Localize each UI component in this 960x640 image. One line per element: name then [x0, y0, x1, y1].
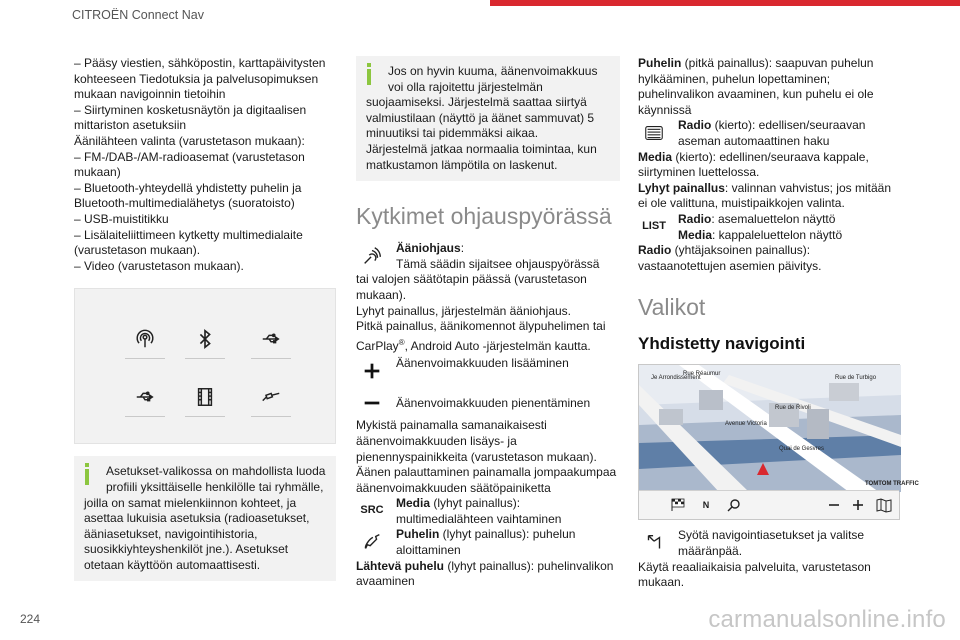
radio-long-line [638, 243, 902, 259]
map-label: Avenue Victoria [725, 421, 767, 428]
note-text-line: Jos on hyvin kuuma, äänenvoimakkuus [388, 64, 598, 78]
note-text-line: suojaamiseksi. Järjestelmä saattaa siirtyä [366, 95, 587, 110]
phone-row [356, 527, 620, 558]
media-rot-line2: siirtyminen luettelossa. [638, 165, 760, 180]
col1-text-line: – Video (varustetason mukaan). [74, 258, 244, 273]
profile-note-text [84, 464, 326, 573]
media-src-row [356, 496, 620, 527]
carplay-text: CarPlay [356, 338, 399, 353]
phone-long-rest: (pitkä painallus): saapuvan puhelun [681, 56, 874, 70]
list-row [638, 212, 902, 243]
note-text-line: profiili yksittäiselle henkilölle tai ryhmälle, [106, 479, 324, 494]
usb-icon [251, 319, 291, 359]
media-rot-label: Media [638, 149, 673, 164]
nav-row [638, 528, 902, 559]
voice-line-3: Lyhyt painallus, järjestelmän ääniohjaus. [356, 303, 572, 318]
col1-text-line: Äänilähteen valinta (varustetason mukaan): [74, 133, 305, 148]
note-text-line: valmiustilaan (näyttö ja äänet sammuvat) 5 [366, 110, 595, 125]
radio-list-label: Radio [678, 211, 712, 226]
phone-label: Puhelin [396, 527, 440, 542]
watermark: carmanualsonline.info [708, 606, 946, 633]
volume-down-label: Äänenvoimakkuuden pienentäminen [396, 396, 591, 411]
video-film-icon [185, 377, 225, 417]
phone-long-line-0: hylkääminen, puhelun lopettaminen; [638, 71, 831, 86]
heat-note-text [366, 64, 610, 173]
note-text-line: minuutiksi tai pidemmäksi aikaa. [366, 126, 539, 141]
map-settings-icon[interactable] [875, 496, 893, 514]
phone-long-line-2: käynnissä [638, 102, 692, 117]
note-text-line: matkustamon lämpötila on laskenut. [366, 157, 558, 172]
nav-line-1: määränpää. [678, 543, 743, 558]
phone-long-line [638, 56, 902, 72]
note-text-line: otetaan käyttöön automaattisesti. [84, 557, 261, 572]
col1-text-line: mittariston asetuksiin [74, 118, 187, 133]
nav-rest-line-0: Käytä reaaliaikaisia palveluita, varustetason [638, 559, 871, 574]
column-1 [74, 56, 336, 581]
radio-rot-rest: (kierto): edellisen/seuraavan [711, 118, 866, 133]
volume-text-block [356, 418, 620, 496]
voice-line-2: mukaan). [356, 287, 407, 302]
map-label: Rue Réaumur [683, 371, 721, 378]
radio-rot-line2: aseman automaattinen haku [678, 133, 830, 148]
navigation-map-screenshot [638, 364, 919, 520]
subtitle-connected-navigation: Yhdistetty navigointi [638, 334, 806, 354]
volume-text-line: äänenvoimakkuuden säätöpainiketta [356, 480, 551, 495]
voice-control-icon [356, 241, 388, 271]
note-text-line: ääniasetukset, navigointihistoria, [84, 526, 258, 541]
note-text-line: asettaa lukuisia asetuksia (radioasetukset, [84, 511, 310, 526]
col1-text-line: – Pääsy viestien, sähköpostin, karttapäivitysten [74, 56, 326, 70]
volume-text-line: äänenvoimakkuuden lisäys- ja [356, 433, 517, 448]
header-accent-bar [490, 0, 960, 6]
col1-text-line: mukaan) [74, 165, 121, 180]
map-label: Rue de Turbigo [835, 375, 877, 382]
tomtom-traffic-logo: TOMTOM TRAFFIC [865, 481, 919, 488]
search-icon[interactable] [725, 496, 743, 514]
radio-long-rest: (yhtäjaksoinen painallus): [671, 243, 811, 258]
volume-up-row [356, 356, 620, 386]
media-list-rest: : kappaleluettelon näyttö [712, 227, 843, 242]
nav-line-0: Syötä navigointiasetukset ja valitse [678, 528, 865, 543]
plus-icon [356, 356, 388, 386]
radio-list-rest: : asemaluettelon näyttö [711, 211, 836, 226]
phone-rest: (lyhyt painallus): puhelun [439, 527, 576, 542]
voice-control-label: Ääniohjaus [396, 241, 461, 256]
section-title-menus: Valikot [638, 294, 706, 321]
short-press-rest: : valinnan vahvistus; jos mitään [724, 180, 891, 195]
note-text-line: joilla on samat mielenkiinnon kohteet, ja [84, 495, 297, 510]
outgoing-call-line [356, 559, 620, 575]
usb-icon [125, 377, 165, 417]
radio-rot-label: Radio [678, 118, 712, 133]
col1-text-line: – Siirtyminen kosketusnäytön ja digitaalisen [74, 102, 307, 117]
registered-mark: ® [398, 337, 405, 347]
outgoing-rest: (lyhyt painallus): puhelinvalikon [444, 558, 614, 573]
col1-text-line: – Bluetooth-yhteydellä yhdistetty puhelin ja [74, 180, 302, 195]
column-3 [638, 56, 919, 591]
page-header-title: CITROËN Connect Nav [72, 8, 204, 22]
note-text-line: Asetukset-valikossa on mahdollista luoda [106, 464, 326, 479]
voice-line-1: tai valojen säätötapin päässä (varustetason [356, 272, 587, 287]
heat-info-note [356, 56, 620, 181]
radio-long-line2: vastaanotettujen asemien päivitys. [638, 258, 822, 273]
flag-icon[interactable] [669, 496, 687, 514]
media-list-label: Media [678, 227, 713, 242]
rotary-row [638, 118, 902, 149]
voice-colon: : [460, 241, 465, 256]
voice-control-row [356, 241, 620, 272]
bluetooth-icon [185, 319, 225, 359]
page-number: 224 [20, 612, 41, 626]
phone-line2: aloittaminen [396, 543, 461, 558]
col1-text-block [74, 56, 336, 274]
section-title-steering-switches: Kytkimet ohjauspyörässä [356, 203, 612, 230]
list-icon: LIST [642, 220, 666, 233]
info-icon [84, 463, 90, 485]
media-rot-line [638, 150, 902, 166]
col1-text-line: (varustetason mukaan). [74, 243, 201, 258]
aux-jack-icon [251, 377, 291, 417]
media-label: Media [396, 496, 431, 511]
volume-text-line: Mykistä painamalla samanaikaisesti [356, 418, 547, 433]
phone-long-line-1: puhelinvalikon avaaminen, kun puhelu ei ole [638, 87, 874, 102]
radio-wifi-icon [125, 319, 165, 359]
carplay-rest: , Android Auto -järjestelmän kautta. [404, 338, 591, 353]
phone-long-label: Puhelin [638, 56, 682, 70]
col1-text-line: – FM-/DAB-/AM-radioasemat (varustetason [74, 149, 305, 164]
volume-down-row [356, 388, 620, 418]
thumbwheel-icon [638, 118, 670, 148]
media-line2: multimedialähteen vaihtaminen [396, 511, 562, 526]
media-rest: (lyhyt painallus): [430, 496, 521, 511]
nav-rest-line-1: mukaan. [638, 575, 685, 590]
note-text-line: suosikkiyhteyshenkilöt jne.). Asetukset [84, 542, 289, 557]
minus-icon [356, 388, 388, 418]
map-label: Rue de Rivoli [775, 405, 811, 412]
carplay-line [356, 335, 620, 355]
zoom-in-icon[interactable] [849, 496, 867, 514]
voice-line-0: Tämä säädin sijaitsee ohjauspyörässä [396, 256, 600, 271]
outgoing-line2: avaaminen [356, 574, 415, 589]
outgoing-label: Lähtevä puhelu [356, 558, 445, 573]
radio-long-label: Radio [638, 243, 672, 258]
col1-text-line: – USB-muistitikku [74, 211, 169, 226]
col1-text-line: – Lisälaiteliittimeen kytketty multimedialaite [74, 227, 303, 242]
map-label: Quai de Gesvres [779, 446, 825, 453]
short-press-line2: ei ole valittuna, muistipaikkojen valinta. [638, 196, 845, 211]
map-toolbar [639, 490, 899, 519]
volume-text-line: Äänen palauttaminen painamalla jompaakumpaa [356, 465, 617, 480]
zoom-out-icon[interactable] [825, 496, 843, 514]
column-2 [356, 56, 620, 590]
note-text-line: voi olla rajoitettu järjestelmän [388, 79, 543, 94]
profile-info-note [74, 456, 336, 581]
volume-up-label: Äänenvoimakkuuden lisääminen [396, 356, 569, 371]
col1-text-line: Bluetooth-multimedialähetys (suoratoisto) [74, 196, 295, 211]
media-rot-rest: (kierto): edellinen/seuraava kappale, [672, 149, 869, 164]
note-text-line: Järjestelmä jatkaa normaalia toimintaa, kun [366, 141, 597, 156]
col1-text-line: mukaan navigoinnin tietoihin [74, 87, 226, 102]
volume-text-line: pienennyspainikkeita (varustetason mukaan). [356, 449, 597, 464]
info-icon [366, 63, 372, 85]
compass-north-icon[interactable]: N [702, 499, 710, 510]
col1-text-line: kohteeseen Tiedotuksia ja palvelusopimuksen [74, 71, 319, 86]
phone-handset-icon [356, 527, 388, 557]
short-press-line [638, 181, 902, 197]
navigation-arrow-icon [638, 528, 670, 558]
audio-source-icon-panel [74, 288, 336, 444]
src-icon: SRC [360, 504, 384, 517]
voice-line-4: Pitkä painallus, äänikomennot älypuhelimen tai [356, 319, 606, 334]
map-label: Je Arrondissement [651, 375, 701, 382]
short-press-label: Lyhyt painallus [638, 180, 725, 195]
